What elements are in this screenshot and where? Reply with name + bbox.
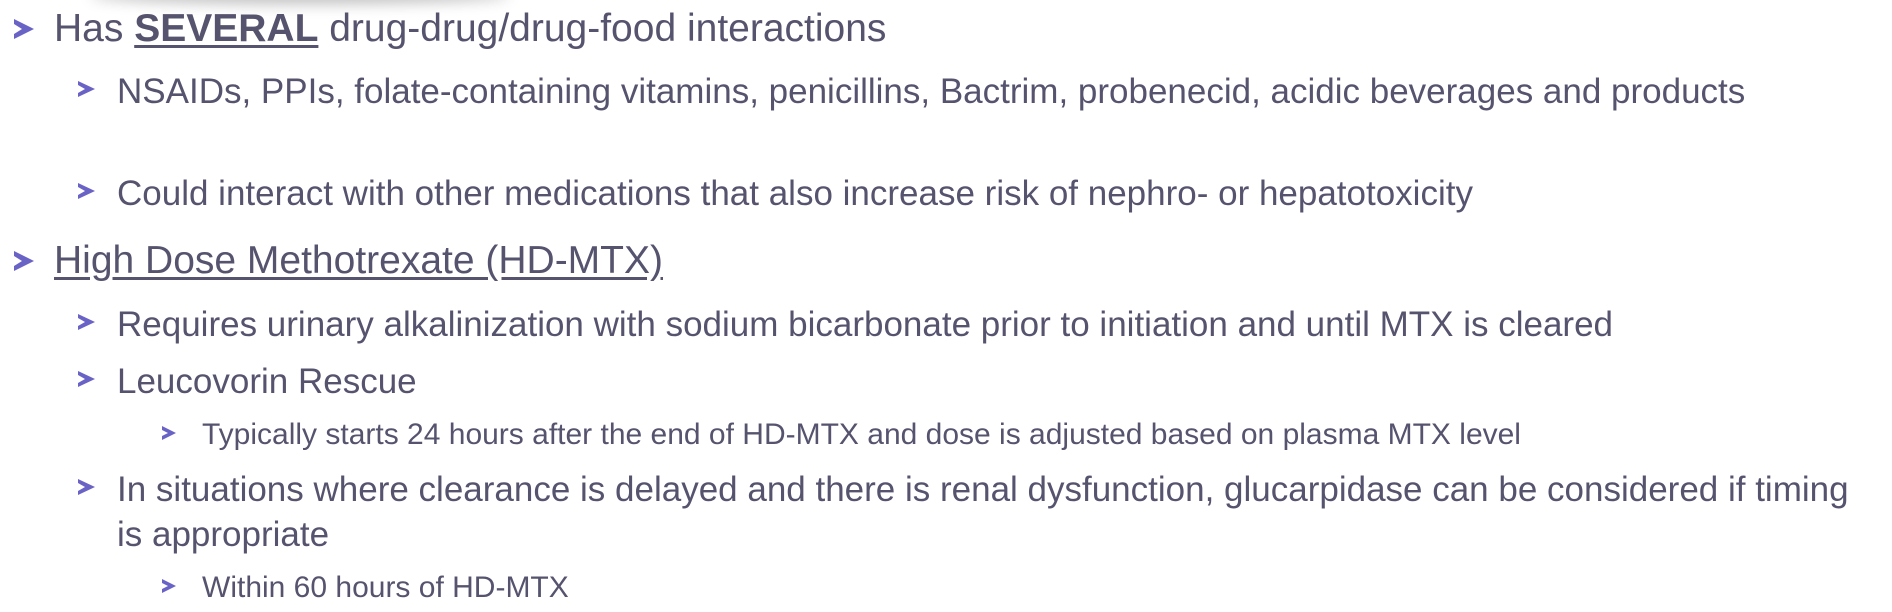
arrowhead-bullet-icon [78, 371, 95, 387]
bullet-text: Could interact with other medications that also increase risk of nephro- or hepatotoxicity [117, 174, 1473, 213]
bullet-text: Typically starts 24 hours after the end of HD-MTX and dose is adjusted based on plasma MTX level [202, 418, 1521, 451]
arrowhead-bullet-icon [162, 579, 176, 593]
arrowhead-bullet-icon [78, 183, 95, 199]
bullet-text: Requires urinary alkalinization with sodium bicarbonate prior to initiation and until MTX is cleared [117, 305, 1614, 344]
bullet-text: Within 60 hours of HD-MTX [202, 571, 569, 604]
bullet-text: Leucovorin Rescue [117, 362, 417, 401]
arrowhead-bullet-icon [14, 19, 34, 39]
arrowhead-bullet-icon [78, 314, 95, 330]
emphasis-text: SEVERAL [134, 7, 319, 50]
bullet-text: Has SEVERAL drug-drug/drug-food interactions [54, 7, 887, 50]
bullet-heading: High Dose Methotrexate (HD-MTX) [54, 239, 663, 282]
arrowhead-bullet-icon [78, 81, 95, 97]
arrowhead-bullet-icon [14, 251, 34, 271]
arrowhead-bullet-icon [78, 479, 95, 495]
bullet-text: NSAIDs, PPIs, folate-containing vitamins, penicillins, Bactrim, probenecid, acidic beverages and products [117, 72, 1746, 111]
arrowhead-bullet-icon [162, 426, 176, 440]
bullet-text: In situations where clearance is delayed and there is renal dysfunction, glucarpidase can be considered if timing is appropriate [117, 470, 1849, 554]
